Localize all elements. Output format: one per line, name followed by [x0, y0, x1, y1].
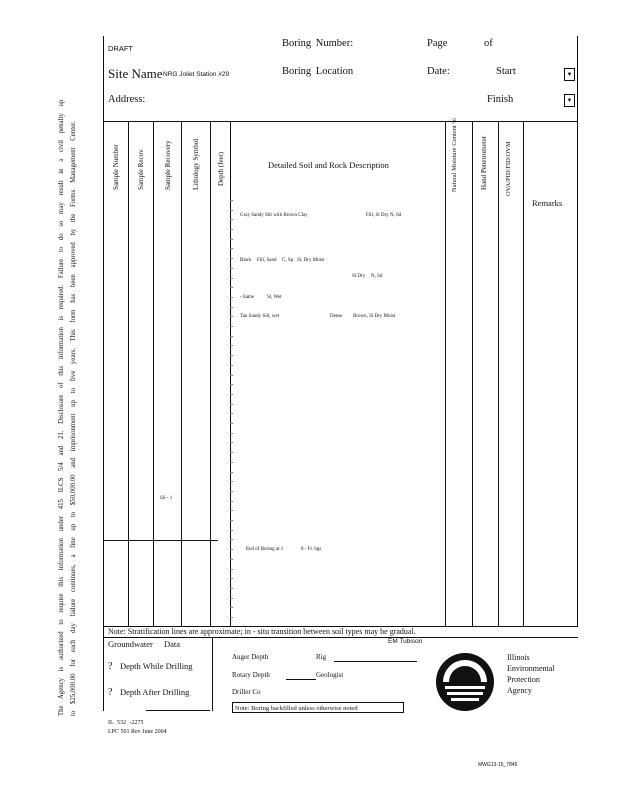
log-entry-4a: - Same: [240, 295, 255, 300]
depth-tick: [230, 355, 233, 356]
log-entry-5a: Tan Sandy Silt, wet: [240, 314, 280, 319]
log-entry-2d: Sl, Dry Moist: [297, 258, 325, 263]
depth-tick: [230, 268, 233, 269]
geologist-label: Geologist: [316, 671, 344, 679]
finish-dropdown-icon[interactable]: ▼: [564, 94, 575, 107]
depth-tick: [230, 501, 233, 502]
legal-notice-line-1: The Agency is authorized to require this information under 415 ILCS 5/4 and 21. Disclosure of this information is required. Failure to do so may result in a civil penalty up: [58, 99, 65, 716]
depth-tick: [230, 539, 233, 540]
agency-name: [507, 652, 555, 696]
col-divider-4: [210, 121, 211, 626]
site-name-label: Site Name: [108, 66, 163, 81]
site-name-value[interactable]: NRG Joliet Station #29: [163, 71, 230, 78]
depth-tick: [230, 520, 233, 521]
depth-tick: [230, 510, 233, 511]
col-divider-8: [498, 121, 499, 626]
start-dropdown-icon[interactable]: ▼: [564, 68, 575, 81]
depth-tick: [230, 549, 233, 550]
log-entry-5b: Dense: [330, 314, 343, 319]
rotary-depth-label: Rotary Depth: [232, 671, 270, 679]
depth-tick: [230, 472, 233, 473]
depth-tick: [230, 569, 233, 570]
sample-section-divider: [103, 540, 218, 541]
depth-tick: [230, 607, 233, 608]
depth-tick: [230, 617, 233, 618]
col-divider-6: [445, 121, 446, 626]
depth-tick: [230, 433, 233, 434]
depth-tick: [230, 258, 233, 259]
depth-tick: [230, 578, 233, 579]
col-header-ova-pid: OVA/PID/FID/OVM: [505, 141, 512, 196]
of-label: of: [484, 38, 493, 49]
log-entry-5c: Brown, Sl Dry Moist: [353, 314, 396, 319]
depth-tick: [230, 462, 233, 463]
question-mark-icon: ?: [108, 661, 113, 672]
col-header-sample-recovery: Sample Recovery: [164, 140, 172, 190]
log-entry-1b: Fill, Sl Dry: [366, 213, 389, 218]
log-entry-2c: C, Sp: [282, 258, 294, 263]
depth-tick: [230, 248, 233, 249]
col-header-hand-penetrometer: Hand Penetrometer: [480, 135, 488, 190]
depth-tick: [230, 326, 233, 327]
document-code: MWG13-15_7845: [478, 762, 518, 768]
header-divider: [103, 121, 578, 122]
depth-tick: [230, 307, 233, 308]
legal-notice-line-2: to $25,000.00 for each day failure continues, a fine up to $50,000.00 and imprisonment up to five years. This form has been approved by the Forms Management Center.: [70, 121, 77, 716]
boring-location-label: Boring Location: [282, 66, 354, 77]
end-of-boring-b: 8 - Ft. bgs: [301, 547, 322, 552]
sample-mark: SS - 1: [160, 496, 173, 501]
depth-tick: [230, 404, 233, 405]
depth-tick: [230, 316, 233, 317]
frame-left-border: [103, 36, 104, 711]
depth-tick: [230, 559, 233, 560]
col-divider-2: [153, 121, 154, 626]
frame-right-border: [577, 36, 578, 626]
log-entry-2b: Fill, Sand: [257, 258, 277, 263]
col-divider-5: [230, 121, 231, 626]
col-header-lithology-symbol: Lithology Symbol: [192, 138, 200, 190]
col-header-sample-recov: Sample Recov.: [137, 148, 145, 190]
log-entry-3b: N, Sd: [371, 274, 383, 279]
col-header-description: Detailed Soil and Rock Description: [268, 160, 389, 170]
col-divider-1: [128, 121, 129, 626]
depth-tick: [230, 210, 233, 211]
start-label: Start: [496, 66, 516, 77]
depth-tick: [230, 423, 233, 424]
log-entry-1c: N, Sd: [390, 213, 402, 218]
auger-depth-label: Auger Depth: [232, 653, 269, 661]
boring-number-label: Boring Number:: [282, 38, 354, 49]
page-label: Page: [427, 38, 448, 49]
date-label: Date:: [427, 66, 450, 77]
log-entry-4b: Sl, Wet: [267, 295, 282, 300]
depth-tick: [230, 229, 233, 230]
draft-label: DRAFT: [108, 44, 133, 53]
groundwater-label: Groundwater: [108, 639, 153, 649]
depth-tick: [230, 413, 233, 414]
depth-tick: [230, 278, 233, 279]
agency-line-2: Environmental: [507, 664, 555, 673]
depth-tick: [230, 442, 233, 443]
finish-label: Finish: [487, 94, 514, 105]
col-header-depth: Depth (feet): [217, 151, 225, 186]
depth-tick: [230, 365, 233, 366]
form-id-line-2: LPC 501 Rev June 2004: [108, 729, 167, 735]
rotary-depth-line[interactable]: [286, 679, 316, 680]
depth-tick: [230, 336, 233, 337]
rig-field-line[interactable]: [334, 661, 417, 662]
log-entry-1a: Gray Sandy Silt with Brown Clay: [240, 213, 308, 218]
depth-tick: [230, 452, 233, 453]
agency-line-1: Illinois: [507, 653, 530, 662]
driller-co-label: Driller Co: [232, 688, 261, 696]
depth-after-line: [146, 710, 210, 711]
log-entry-3a: Sl Dry: [352, 274, 366, 279]
depth-tick: [230, 384, 233, 385]
agency-line-3: Protection: [507, 675, 540, 684]
log-entry-2a: Black: [240, 258, 252, 263]
depth-tick: [230, 588, 233, 589]
col-divider-3: [181, 121, 182, 626]
col-header-remarks: Remarks: [532, 198, 563, 208]
depth-tick: [230, 598, 233, 599]
depth-tick: [230, 345, 233, 346]
iepa-logo-icon: [435, 652, 495, 712]
end-of-boring-a: End of Boring at 1: [246, 547, 284, 552]
depth-tick: [230, 287, 233, 288]
col-divider-7: [472, 121, 473, 626]
groundwater-data-label: Data: [164, 639, 181, 649]
em-label: EM Tubison: [388, 638, 423, 645]
depth-while-drilling-label: Depth While Drilling: [120, 661, 193, 671]
col-divider-9: [523, 121, 524, 626]
backfill-note: Note: Boring backfilled unless otherwise noted: [232, 702, 404, 713]
depth-after-drilling-label: Depth After Drilling: [120, 687, 190, 697]
depth-tick: [230, 394, 233, 395]
col-header-natural-moisture: Natural Moisture Content %: [451, 118, 458, 192]
question-mark-icon-2: ?: [108, 687, 113, 698]
depth-tick: [230, 375, 233, 376]
depth-tick: [230, 481, 233, 482]
stratification-note: Note: Stratification lines are approximate; in - situ transition between soil types may be gradual.: [108, 627, 416, 636]
depth-tick: [230, 297, 233, 298]
depth-tick: [230, 200, 233, 201]
agency-line-4: Agency: [507, 686, 532, 695]
note-divider: [103, 637, 578, 638]
col-header-sample-number: Sample Number: [112, 144, 120, 190]
depth-tick: [230, 219, 233, 220]
depth-tick: [230, 491, 233, 492]
rig-label: Rig: [316, 653, 327, 661]
depth-tick: [230, 239, 233, 240]
address-label: Address:: [108, 94, 146, 105]
depth-tick: [230, 530, 233, 531]
form-id-line-1: IL 532 -2275: [108, 720, 144, 726]
groundwater-divider: [212, 637, 213, 711]
